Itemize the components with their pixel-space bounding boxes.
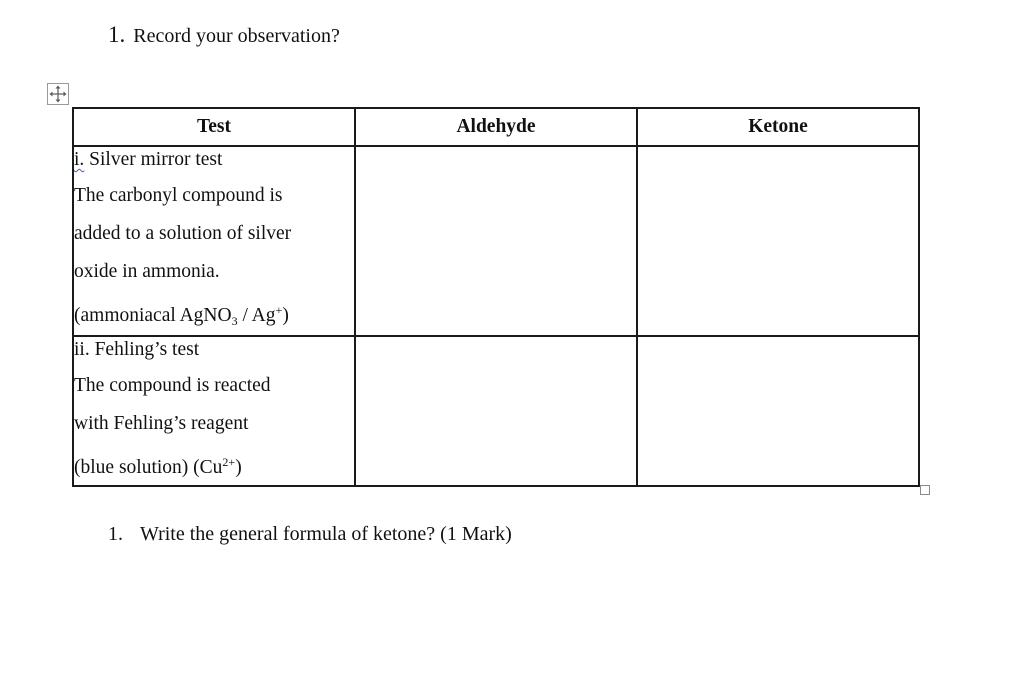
reagent-prefix: (blue solution) (Cu — [74, 457, 223, 478]
test-reagent-line — [74, 449, 354, 485]
aldehyde-cell-fehlings[interactable] — [355, 336, 637, 486]
question-1 — [108, 22, 340, 48]
reagent-prefix: (ammoniacal AgNO — [74, 305, 232, 326]
test-description-line: The compound is reacted — [74, 375, 271, 396]
test-title-text: Silver mirror test — [84, 149, 223, 170]
test-cell-fehlings — [73, 336, 355, 486]
reagent-middle: / Ag — [237, 305, 276, 326]
question-1-number: 1. — [108, 22, 126, 47]
question-1-text: Record your observation? — [133, 25, 340, 47]
test-description-line: oxide in ammonia. — [74, 261, 220, 282]
test-title-silver-mirror — [74, 147, 354, 183]
ketone-cell-fehlings[interactable] — [637, 336, 919, 486]
reagent-superscript: 2+ — [222, 455, 236, 469]
header-aldehyde: Aldehyde — [355, 108, 637, 146]
aldehyde-cell-silver-mirror[interactable] — [355, 146, 637, 336]
reagent-suffix: ) — [282, 305, 289, 326]
question-2 — [108, 523, 512, 546]
observation-table — [72, 107, 920, 487]
roman-numeral-i: i. — [74, 149, 85, 170]
test-cell-silver-mirror — [73, 146, 355, 336]
table-row-silver-mirror — [73, 146, 919, 336]
ketone-cell-silver-mirror[interactable] — [637, 146, 919, 336]
test-description-line: The carbonyl compound is — [74, 185, 283, 206]
test-title-fehlings: ii. Fehling’s test — [74, 339, 200, 360]
test-description-line: with Fehling’s reagent — [74, 413, 249, 434]
table-row-fehlings — [73, 336, 919, 486]
table-resize-handle[interactable] — [920, 485, 930, 495]
table-header-row — [73, 108, 919, 146]
move-cross-icon — [48, 84, 68, 104]
question-2-number: 1. — [108, 523, 123, 545]
reagent-superscript: + — [275, 303, 283, 317]
table-move-handle[interactable] — [47, 83, 69, 105]
header-test: Test — [73, 108, 355, 146]
question-2-text: Write the general formula of ketone? (1 Mark) — [140, 523, 512, 545]
reagent-suffix: ) — [235, 457, 242, 478]
test-description-line: added to a solution of silver — [74, 223, 292, 244]
reagent-subscript: 3 — [231, 314, 238, 328]
header-ketone: Ketone — [637, 108, 919, 146]
test-reagent-line — [74, 297, 354, 335]
